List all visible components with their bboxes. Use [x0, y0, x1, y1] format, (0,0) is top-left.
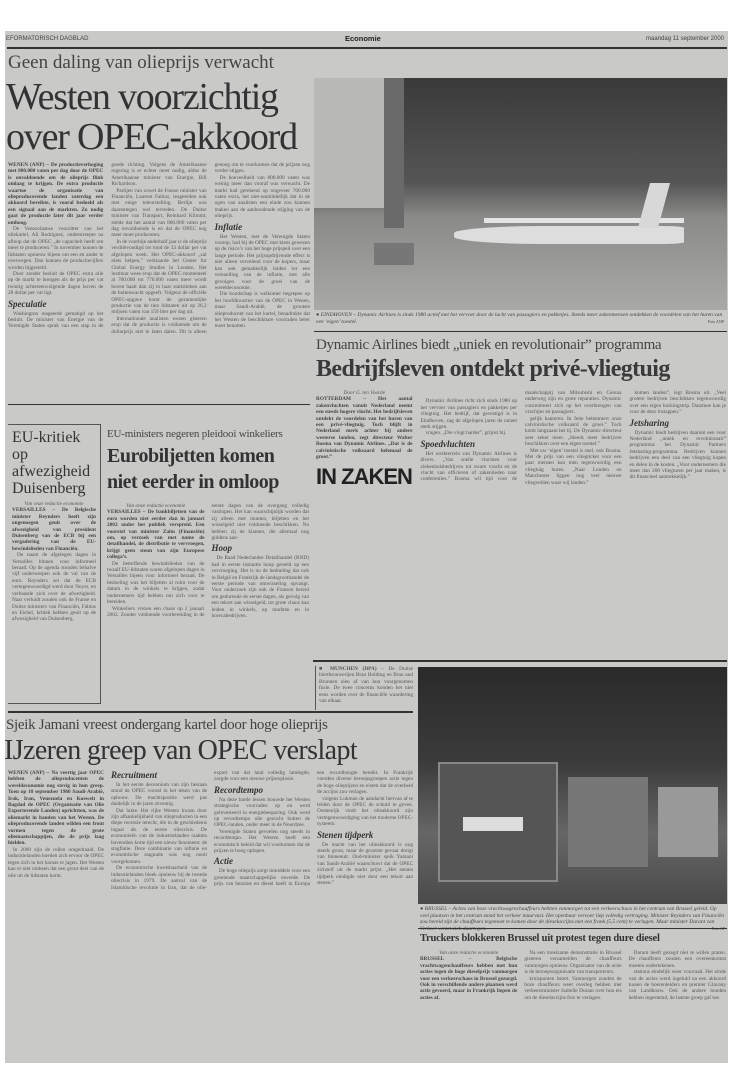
paragraph: gelijk hanteren. In feite belemmert onze calvinistische volksaard de groei.” Toch komt langzaam het tij. De Dynamic-directeur zeer zeker meer. „Steeds meer bedrijven beschikken over een eigen toestel.”: [525, 415, 622, 448]
paragraph: De naam de afgelegen dagen in Versailles binnen voor informeel beraad. Op de agenda stonden behalve vijf onderwerpen ook de val van de euro. Reynders zei dat de ECB vertegenwoordigd werd door Noyer, en verbaasde zich over de afwezigheid. Naar verluidt zouden ook de Franse en Duitse ministers van Financiën, Fabius en Eichel, kritiek hebben geuit op de afwezigheid van Duisenberg.: [12, 552, 96, 623]
paragraph: Dynamic biedt bedrijven daarom een voor Nederland „uniek en revolutionair” programma: het Dynamic Partners Jetsharing-programma. Bedrijven kunnen bedrijven een deel van een vliegtuig kopen en delen in de kosten. „Voor ondernemers die meer dan 200 vliegturen per jaar maken, is dit financieel aantrekkelijk.”: [629, 429, 726, 481]
headline-line-1: Westen voorzichtig: [6, 76, 278, 118]
paragraph: In het eerste decennium van zijn bestaan stond de OPEC vooral in het teken van de opbouw. De machtspositie werd pas duidelijk in de jaren zeventig.: [111, 782, 207, 808]
lead: VERSAILLES – De bankbiljetten van de euro worden niet eerder dan in januari 2002 onder het publiek verspreid. Een voorstel van minister Zalm (Financiën) om, op verzoek van met name de detailhandel, de distributie te vervroegen, krijgt geen steun van zijn Europese collega’s.: [107, 509, 205, 561]
newspaper-name: EFORMATORISCH DAGBLAD: [6, 36, 89, 42]
kicker: Geen daling van olieprijs verwacht: [8, 52, 274, 73]
lead: WENEN (ANP) – Na veertig jaar OPEC hebben de olieproducenten de wereldeconomie nog stevig in hun greep. Toen op 10 september 1960 Saudi-Arabië, Irak, Iran, Venezuela en Koeweit in Bagdad de OPEC (Organisatie van Olie Exporterende Landen) oprichtten, was de oliemarkt in handen van het Westen. De olieproducerende landen wilden een front vormen tegen de grote oliemaatschappijen, die de prijs laag hielden.: [8, 770, 104, 847]
divider: [8, 711, 413, 713]
paragraph: kruispunten bezet. Vanmorgen zonden de boze chauffeurs weer overleg hebben met verkeersminister Isabelle Durant over hun eis om de dieselaccijns fors te verlagen.: [524, 975, 622, 1001]
article-body: [316, 390, 726, 640]
issue-date: maandag 11 september 2000: [646, 36, 724, 42]
paragraph: Verenigde Staten gevoelen nog steeds in recordtempo. Het Westen heeft een economisch beleid dat wil voorkomen dat de prijzen te hoog oplopen.: [214, 828, 310, 855]
headline-line-2: over OPEC-akkoord: [6, 116, 297, 158]
paragraph: stations eindelijk weer voorraad. Het einde van de acties werd ingeluid na een akkoord tussen de boerenleiders en premier Glavany van Landbouw. Ook de andere bonden hebben ingestemd, de laatste groep gaf toe.: [628, 969, 726, 1001]
kicker: Dynamic Airlines biedt „uniek en revolutionair” programma: [316, 337, 662, 353]
paragraph: In 2000 zijn de rollen omgedraaid. De industrielanden hoeden zich ervoor de OPEC tegen zich in het harnas te jagen. Het Westen kan er niet omheen dat een groot deel van de olie uit de lidstaten komt.: [8, 846, 104, 879]
kicker: Sjeik Jamani vreest ondergang kartel door hoge olieprijs: [6, 717, 328, 733]
bullet-icon: ●: [420, 906, 425, 912]
article-body: [107, 503, 309, 703]
lead: VERSAILLES – De Belgische minister Reynders heeft zijn ongenoegen geuit over de afwezigheid van president Duisenberg van de ECB bij een vergadering van de EU-bewindslieden van Financiën.: [12, 507, 96, 552]
article-body: [8, 770, 413, 1060]
subheading: Jetsharing: [629, 417, 670, 428]
subheading: Recordtempo: [214, 784, 263, 795]
byline: Van onze redactie economie: [439, 950, 499, 956]
subheading: Spoedvluchten: [420, 438, 476, 449]
subheading: Stenen tijdperk: [317, 829, 374, 840]
paragraph: Het Westen, met de Verenigde Staten voorop, had bij de OPEC met klem gewezen op de risico’s van het hoge prijspeil over een lange periode. Het prijsopdrijvende effect is niet alleen vervelend voor de kopers, maar kan ook gemakkelijk leiden tot een versnelling van de inflatie, met alle gevolgen voor de groei van de wereldeconomie.: [214, 233, 310, 291]
subheading: Actie: [214, 856, 233, 867]
bullet-icon: ●: [316, 312, 321, 318]
headline-line-2: niet eerder in omloop: [107, 471, 279, 493]
header-rule: [7, 47, 727, 49]
section-title: Economie: [345, 34, 381, 43]
paragraph: De hoeveelheid van 800.000 vaten was weinig meer dan vooraf was verwacht. De markt had gerekend op ongeveer 700.000 vaten extra, het niet-onmiddellijk dat in de ogen van analisten een einde zou kunnen maken aan de aanhoudende stijging van de olieprijs.: [214, 174, 310, 220]
lead: ROTTERDAM – Het aantal zakenvluchten vanuit Nederland neemt een steeds hogere vlucht. Het bedrijfsleven ontdekt de voordelen van het huren van een privé-vliegtuig. Toch blijft in Nederland merk achter bij andere westerse landen, zegt directeur Walter Bosma van Dynamic Airlines. „Dat is de calvinistische volksaard helemaal de groot.”: [316, 396, 413, 461]
divider: [418, 928, 727, 929]
subheading: Speculatie: [8, 298, 47, 309]
kicker: EU-ministers negeren pleidooi winkeliers: [107, 428, 283, 440]
lead: BRUSSEL – Belgische vrachtwagenchauffeurs hebben met hun acties tegen de hoge dieselprijs vanmorgen voor een verkeerschaos in Brussel gezorgd. Ook in verschillende andere plaatsen werd actie gevoerd, maar in Frankrijk liepen de acties af.: [420, 956, 518, 1001]
divider: [313, 660, 727, 662]
in-zaken-logo: IN ZAKEN: [316, 464, 412, 490]
paragraph: Washington reageerde gematigd op het besluit. De minister van Energie van de Verenigde Staten sprak van een stap in de goede richting. Volgens de Amerikaanse regering is er echter meer nodig, aldus de Amerikaanse minister van Energie, Bill Richardson.: [8, 162, 207, 330]
paragraph: De betreffende bewindslieden van de twaalf EU-lidstaten waren afgelopen dagen in Versailles bijeen voor informeel beraad. De bedoeling was het biljetten al ruim voor de datum in de winkels te krijgen, zodat ondernemers tijd hebben om zich voor te bereiden.: [107, 560, 205, 606]
subheading: Recruitment: [111, 770, 158, 780]
trucks-photo: [418, 667, 727, 904]
paragraph: Die boodschap is welkomer begrepen op het hoofdkwartier van de OPEC in Wenen, maar Saudi-Arabië, de grootste olieproducent van het kartel, benadrukte dat het Westen de beschikbare voorraden beter moet benutten.: [214, 291, 310, 330]
photo-caption: ● BRUSSEL – Acties van boze vrachtwagenchauffeurs hebben vanmorgen tot een verkeerschaos in het centrum van Brussel geleid. Op veel plaatsen in het centrum stond het verkeer muurvast. Het openbaar vervoer liep volledig vertraging. Minister Reynders van Financiën zou bereid zijn de chauffeurs tegemoet te komen door de dieselaccijns met een frank (5,5 cent) te verlagen. Maar minister Durant van: [420, 906, 725, 932]
paragraph: Met uw ‘eigen’ toestel is snel, ook Bosma. Met de prijs van een vliegticket voor een paar mensen kan men tegenwoordig een vliegtuig huren. „Naar Londen en Manchester liggen nog veel nieuwe vliegvelden waar wij landen.”: [525, 447, 622, 486]
paragraph: De hoge olieprijs zorgt inmiddels voor een groeiende maatschappelijke onvrede. De prijs van benzine en diesel heeft in Europa een recordhoogte bereikt. In Frankrijk voerden diverse beroepsgroepen actie tegen de hoge olieprijzen en eisten dat de overheid de accijns zou verlagen.: [214, 770, 413, 888]
paragraph: volgens Lukman de aandacht hiervan af te leiden door de OPEC de schuld te geven. Oostenrijk vindt het olieakkoord zijn vertegenwoordiging van het moderne OPEC-systeem.: [317, 795, 413, 828]
paragraph: vragen. „Die vlogt harder”, grijnst hij.: [425, 430, 507, 437]
paragraph: De economische kwetsbaarheid van de industrielanden bleek opnieuw bij de tweede oliecrisis in 1979. De aanval van de Islamitische revolutie in Iran, dat de olie-export van dat land volledig lamlegde, zorgde voor een nieuwe prijsexplosie.: [111, 770, 310, 891]
paragraph: Durant heeft gezegd niet te willen praten. De chauffeurs zouden een overeenkomst moeten ondertekenen.: [628, 950, 726, 969]
byline: Door G. ten Voorde: [343, 390, 386, 396]
headline: Truckers blokkeren Brussel uit protest tegen dure diesel: [420, 933, 660, 944]
paragraph: Internationale analisten wezen gisteren erop dat de productie is voldoende om de dollarprijs niet te laten dalen. Dit is alleen genoeg om te voorkomen dat de prijzen nog verder stijgen.: [111, 162, 310, 335]
paragraph: Na deze harde lessen bouwde het Westen strategische voorraden op en werd geïnvesteerd in energiebesparing. Ook werd op recordtempo olie gezocht buiten de OPEC-landen, onder meer in de Noordzee.: [214, 796, 310, 829]
paragraph: Het werkterrein van Dynamic Airlines is divers. „Van snelle vluchten voor ziekenhuisbedrijven tot zware vracht en de vlucht van officieren of zakenlieden naar conferenties.” Bosma wil tijd voor de maatschappij van Mitsubishi en Cessna onderweg zijn en grote reparaties. Dynamic concentreert zich op het overbrengen van vrachtjes en passagiers.: [420, 390, 622, 483]
paragraph: De Venezolaanse voorzitter van het oliekartel, Ali Rodriguez, onderstreepte na afloop dat de OPEC „de capaciteit heeft om meer te produceren.” In november komen de lidstaten opnieuw bijeen om een en ander te overwegen. Dan kunnen de productiecijfers worden bijgesteld.: [8, 226, 104, 271]
subheading: Inflatie: [214, 221, 243, 232]
square-bullet-icon: ■: [319, 666, 331, 672]
photo-caption: ● EINDHOVEN – Dynamic Airlines is sinds 1980 actief met het vervoer door de lucht van passagiers en pakketjes. Steeds meer zakenmensen ontdekken de voordelen van het huren van een ‘eigen’ toestel. Foto ANP: [316, 312, 724, 325]
paragraph: In de voorbije anderhalf jaar is de olieprijs verdrievoudigd tot rond de 33 dollar per vat afgelopen week. Het OPEC-akkoord „zal niets helpen,” verklaarde het Center for Global Energy Studies in Londen. Het instituut wees erop dat de OPEC momenteel al 700.000 tot 770.000 vaten meer wordt boven haalt dan zij in haar statistieken aan de buitenwacht opgeeft. Volgens de officiële OPEC-opgave komt de gezamenlijke productie van de tien lidstaten uit op 26,2 miljoen vaten van 159 liter per dag uit.: [111, 238, 207, 316]
paragraph: De Raad Nederlandse Detailhandel (RND) had in eerste instantie hoop gesteld op een vervroeging. Het is nu de bedoeling dat ook in België en Frankrijk de landsgroothandel de eerste periode van omwisseling opvangt. Voor onderzoek zijn ook de Fransen bereid om gedurende de eerste dagen, als gevolg van een tekort aan wisselgeld, tot grote chaos kan leiden in winkels, op markten en in horecabedrijven.: [211, 555, 309, 620]
article-body: [420, 950, 726, 1060]
paragraph: Na een moeizame demonstratie in Brussel gisteren verzamelden de chauffeurs vanmorgen opnieuw. Organisator van de actie is de beroepsorganisatie van transporteurs.: [524, 950, 622, 976]
paragraph: Door zonder besluit de OPEC extra olie op de markt te brengen als de prijs per vat twintig achtereenvolgende dagen boven de 28 dollar per vat ligt.: [8, 270, 104, 297]
headline: Bedrijfsleven ontdekt privé-vliegtuig: [316, 356, 670, 382]
paragraph: komen landen”, legt Bosma uit. „Veel grotere bedrijven beschikken tegenwoordig over een eigen backingstrip. Daarmee kan je voor de deur instappen.”: [629, 390, 726, 416]
article-body: [8, 162, 310, 402]
box-title: EU-kritiek op afwezigheid Duisenberg: [12, 429, 91, 497]
byline: Van onze redactie economie: [126, 503, 186, 509]
photo-credit: Foto ANP: [707, 318, 724, 324]
munchen-brief: ■ MÜNCHEN (DPA) – De Duitse biertbrouwerijen Brau Holding en Brau und Brunnen zien af van hun voorgenomen fusie. De twee concerns konden het niet eens worden over de financiële waardering van elkaar.: [315, 666, 413, 710]
lead: WENEN (ANP) – De productieverhoging met 800.000 vaten per dag door de OPEC is onvoldoende om de olieprijs flink omlaag te krijgen. De extra productie waartoe de organisatie van olieproducerende landen zaterdag een akkoord bereikte, is vooral bedoeld als een signaal aan de markten. Zo nodig gaat de productie later dit jaar verder omhoog.: [8, 162, 104, 226]
paragraph: Dynamic Airlines richt zich sinds 1980 op het vervoer van passagiers en pakketjes per vliegtuig. Het bedrijf, dat gevestigd is in Eindhoven, zag de afgelopen jaren de omzet sterk stijgen.: [420, 398, 517, 430]
paragraph: Dat lukte. Het rijke Westen kwam door zijn afhankelijkheid van olieproducten in een diepe recessie terecht, die in de geschiedenis ingaat als de eerste oliecrisis. De economieën van de industrielanden raakten bovendien korte tijd een nieuw fenomeen: de stagflatie. Deze combinatie van inflatie en economische stagnatie was nog nooit voorgekomen.: [111, 807, 207, 865]
paragraph: De macht van het olieakkoord is nog steeds groot, maar de grootste gevaar dreigt van binnenuit. Oud-minister sjeik Yamani van Saudi-Arabië waarschuwt dat de OPEC zichzelf uit de markt prijst. „Het stenen tijdperk eindigde niet door een tekort aan stenen.”: [317, 841, 413, 887]
paragraph: Winkeliers vrezen een chaos op 2 januari 2002. Zonder voldoende voorbereiding in de eerste dagen van de overgang volledig vastlopen. Het kan waarschijnlijk worden dat zij alleen met munten, biljetten en het wisselgeld niet voldoende beschikken. Nu hebben zij de klanten, die allemaal nog guldens aan-: [107, 503, 309, 618]
subheading: Hoop: [211, 543, 233, 554]
headline: IJzeren greep van OPEC verslapt: [4, 735, 358, 766]
airplane-photo: [314, 78, 727, 310]
headline-line-1: Eurobiljetten komen: [107, 445, 275, 467]
divider: [314, 331, 727, 332]
byline: Van onze redactie economie: [24, 501, 84, 507]
eu-kritiek-box: [8, 424, 101, 704]
divider: [8, 404, 310, 405]
paragraph: Partijen van zowel de Franse minister van Financiën, Laurent Fabius, reageerden ook met enige teleurstelling. Berlijn was daarentegen wel tevreden. De Duitse minister van Transport, Reinhard Klimmt, stelde dat het aantal van 800.000 vaten per dag onvoldoende is en dat de OPEC nog meer moet produceren.: [111, 187, 207, 239]
